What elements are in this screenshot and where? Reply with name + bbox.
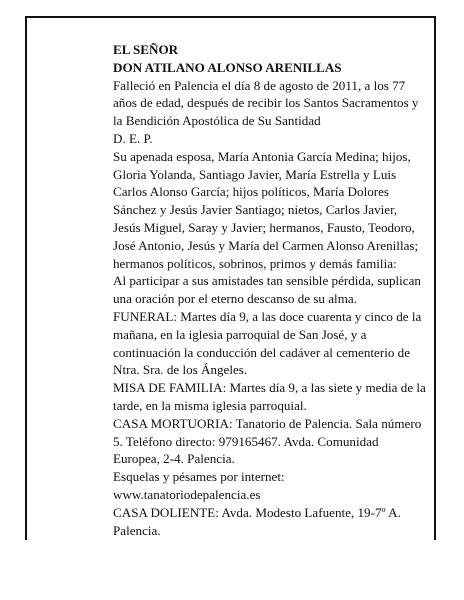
mourning-house-info: CASA DOLIENTE: Avda. Modesto Lafuente, 19-7º A. Palencia. bbox=[113, 504, 401, 538]
rip-text: D. E. P. bbox=[113, 130, 153, 146]
family-mass-info: MISA DE FAMILIA: Martes día 9, a las siete y media de la tarde, en la misma iglesia parroquial. bbox=[113, 380, 426, 413]
death-notice: Falleció en Palencia el día 8 de agosto de 2011, a los 77 años de edad, después de recibir los Santos Sacramentos y la Bendición Apostólica de Su Santidad bbox=[113, 77, 419, 129]
obituary-notice bbox=[113, 41, 428, 539]
funeral-info: FUNERAL: Martes día 9, a las doce cuarenta y cinco de la mañana, en la iglesia parroquial de San José, y a continuación la conducción del cadáver al cementerio de Ntra. Sra. de los Ángeles. bbox=[113, 308, 422, 378]
family-list: Su apenada esposa, María Antonia García Medina; hijos, Gloria Yolanda, Santiago Javier, María Estrella y Luis Carlos Alonso García; hijos políticos, María Dolores Sánchez y Jesús Javier Santiago; nietos, Carlos Javier, Jesús Miguel, Saray y Javier; hermanos, Fausto, Teodoro, José Antonio, Jesús y María del Carmen Alonso Arenillas; hermanos políticos, sobrinos, primos y demás familia: bbox=[113, 148, 419, 271]
funeral-home-info: CASA MORTUORIA: Tanatorio de Palencia. Sala número 5. Teléfono directo: 979165467. Avda. Comunidad Europea, 2-4. Palencia. bbox=[113, 415, 422, 467]
deceased-name: DON ATILANO ALONSO ARENILLAS bbox=[113, 59, 342, 75]
internet-url: www.tanatoriodepalencia.es bbox=[113, 486, 261, 502]
prayer-request: Al participar a sus amistades tan sensible pérdida, suplican una oración por el eterno descanso de su alma. bbox=[113, 273, 421, 307]
internet-label: Esquelas y pésames por internet: bbox=[113, 469, 285, 485]
obituary-heading: EL SEÑOR bbox=[113, 42, 179, 57]
